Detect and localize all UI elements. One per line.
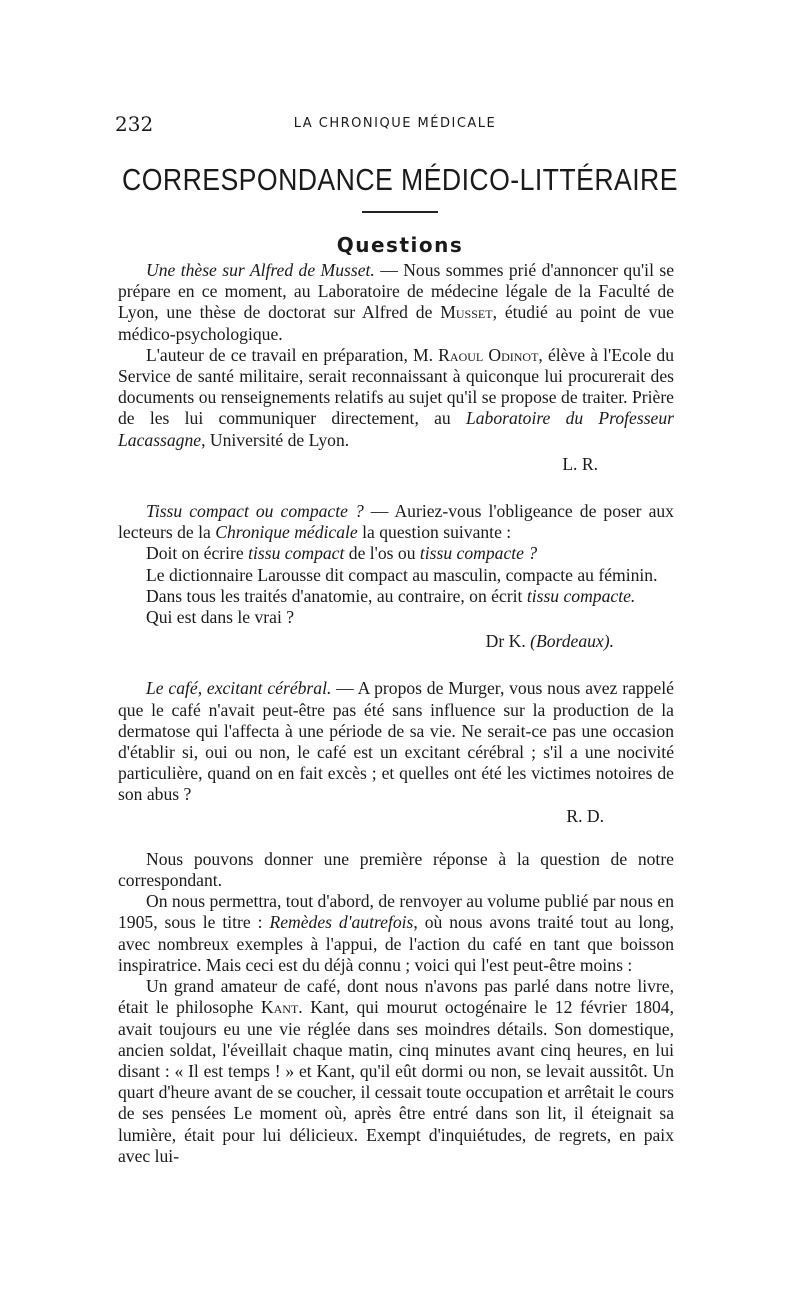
answer-p2-text-1: On nous permettra, tout d'abord, de renvoyer au volume publié par nous en 1905, sous le titre :	[118, 891, 674, 933]
page-number: 232	[115, 112, 154, 136]
q1-text-1: — Nous sommes prié d'annoncer qu'il se prépare en ce moment, au Laboratoire de médecine légale de la Faculté de Lyon, une thèse de doctorat sur Alfred de	[118, 260, 675, 323]
q1-text-2: , étudié au point de vue médico-psychologique.	[118, 302, 674, 344]
section-title: CORRESPONDANCE MÉDICO-LITTÉRAIRE	[122, 162, 678, 197]
q3-paragraph	[118, 678, 674, 805]
article-body	[118, 260, 674, 1167]
answer-p2-text-2: , où nous avons traité tout au long, avec nombreux exemples à l'appui, de l'action du café en tant que boisson inspiratrice. Mais ceci est du déjà connu ; voici qui l'est peut-être moins :	[118, 912, 674, 975]
q2-signature-name: Dr K.	[485, 631, 531, 652]
q2-term-1: tissu compact	[248, 543, 345, 564]
q2-signature-place: (Bordeaux).	[530, 631, 614, 652]
q2-text-2: la question suivante :	[357, 522, 512, 543]
q1-paragraph-2	[118, 345, 674, 451]
q1-p2-text-2: , élève à l'Ecole du Service de santé militaire, serait reconnaissant à quiconque lui procurerait des documents ou renseignements relatifs au sujet qu'il se propose de traiter. Prière de les lui communiquer directement, au	[118, 344, 674, 429]
running-head	[115, 112, 675, 134]
q2-paragraph-5: Qui est dans le vrai ?	[146, 607, 295, 628]
q1-name-musset: Musset	[440, 302, 493, 323]
journal-name: LA CHRONIQUE MÉDICALE	[293, 116, 497, 131]
subsection-title: Questions	[336, 233, 464, 257]
q2-p4-term: tissu compacte.	[526, 585, 636, 606]
answer-paragraph-1: Nous pouvons donner une première réponse à la question de notre correspondant.	[118, 848, 674, 891]
q3-title: Le café, excitant cérébral.	[146, 678, 332, 699]
q2-term-2: tissu compacte ?	[419, 543, 538, 564]
answer-p3-text-1: Un grand amateur de café, dont nous n'avons pas parlé dans notre livre, était le philosophe	[118, 976, 674, 1018]
answer-paragraph-2	[118, 891, 674, 976]
q1-signature: L. R.	[562, 453, 598, 474]
q2-text-1: — Auriez-vous l'obligeance de poser aux lecteurs de la	[118, 501, 674, 543]
q2-p4-text: Dans tous les traités d'anatomie, au contraire, on écrit	[146, 585, 527, 606]
q1-title: Une thèse sur Alfred de Musset.	[146, 260, 375, 280]
q2-paragraph-3: Le dictionnaire Larousse dit compact au masculin, compacte au féminin.	[146, 564, 658, 585]
title-divider	[362, 211, 438, 213]
q1-paragraph-1	[118, 260, 674, 345]
q3-text: — A propos de Murger, vous nous avez rappelé que le café n'avait peut-être pas été sans influence sur la production de la dermatose qui l'affecta à une période de sa vie. Ne serait-ce pas une occasion d'établir si, oui ou non, le café est un excitant cérébral ; s'il a une nocivité particulière, quand on en fait excès ; et quelles ont été les victimes notoires de son abus ?	[118, 678, 674, 805]
answer-p3-name: Kant	[260, 997, 299, 1018]
q1-name-odinot: Raoul Odinot	[438, 344, 539, 365]
q3-signature: R. D.	[566, 805, 604, 826]
q1-p2-text-3: , Université de Lyon.	[201, 429, 350, 450]
q2-paragraph-4	[118, 586, 674, 607]
q2-journal: Chronique médicale	[215, 522, 358, 543]
q2-line-a: Doit on écrire	[146, 543, 249, 564]
q2-title: Tissu compact ou compacte ?	[146, 501, 364, 522]
q2-signature	[118, 631, 614, 652]
q1-lab: Laboratoire du Professeur Lacassagne	[118, 408, 674, 450]
answer-paragraph-3	[118, 976, 674, 1167]
q1-p2-text-1: L'auteur de ce travail en préparation, M.	[146, 344, 439, 365]
answer-p2-title: Remèdes d'autrefois	[269, 912, 414, 933]
q2-paragraph-2	[118, 543, 674, 564]
answer-p3-text-2: . Kant, qui mourut octogénaire le 12 février 1804, avait toujours eu une vie réglée dans ses moindres détails. Son domestique, ancien soldat, l'éveillait chaque matin, cinq minutes avant cinq heures, en lui disant : « Il est temps ! » et Kant, qu'il eût dormi ou non, se levait aussitôt. Un quart d'heure avant de se coucher, il cessait toute occupation et arrêtait le cours de ses pensées Le moment où, après être entré dans son lit, il éteignait sa lumière, était pour lui délicieux. Exempt d'inquiétudes, de regrets, en paix avec lui-	[118, 997, 674, 1166]
q2-paragraph-1	[118, 501, 674, 543]
q2-line-b: de l'os ou	[344, 543, 420, 564]
